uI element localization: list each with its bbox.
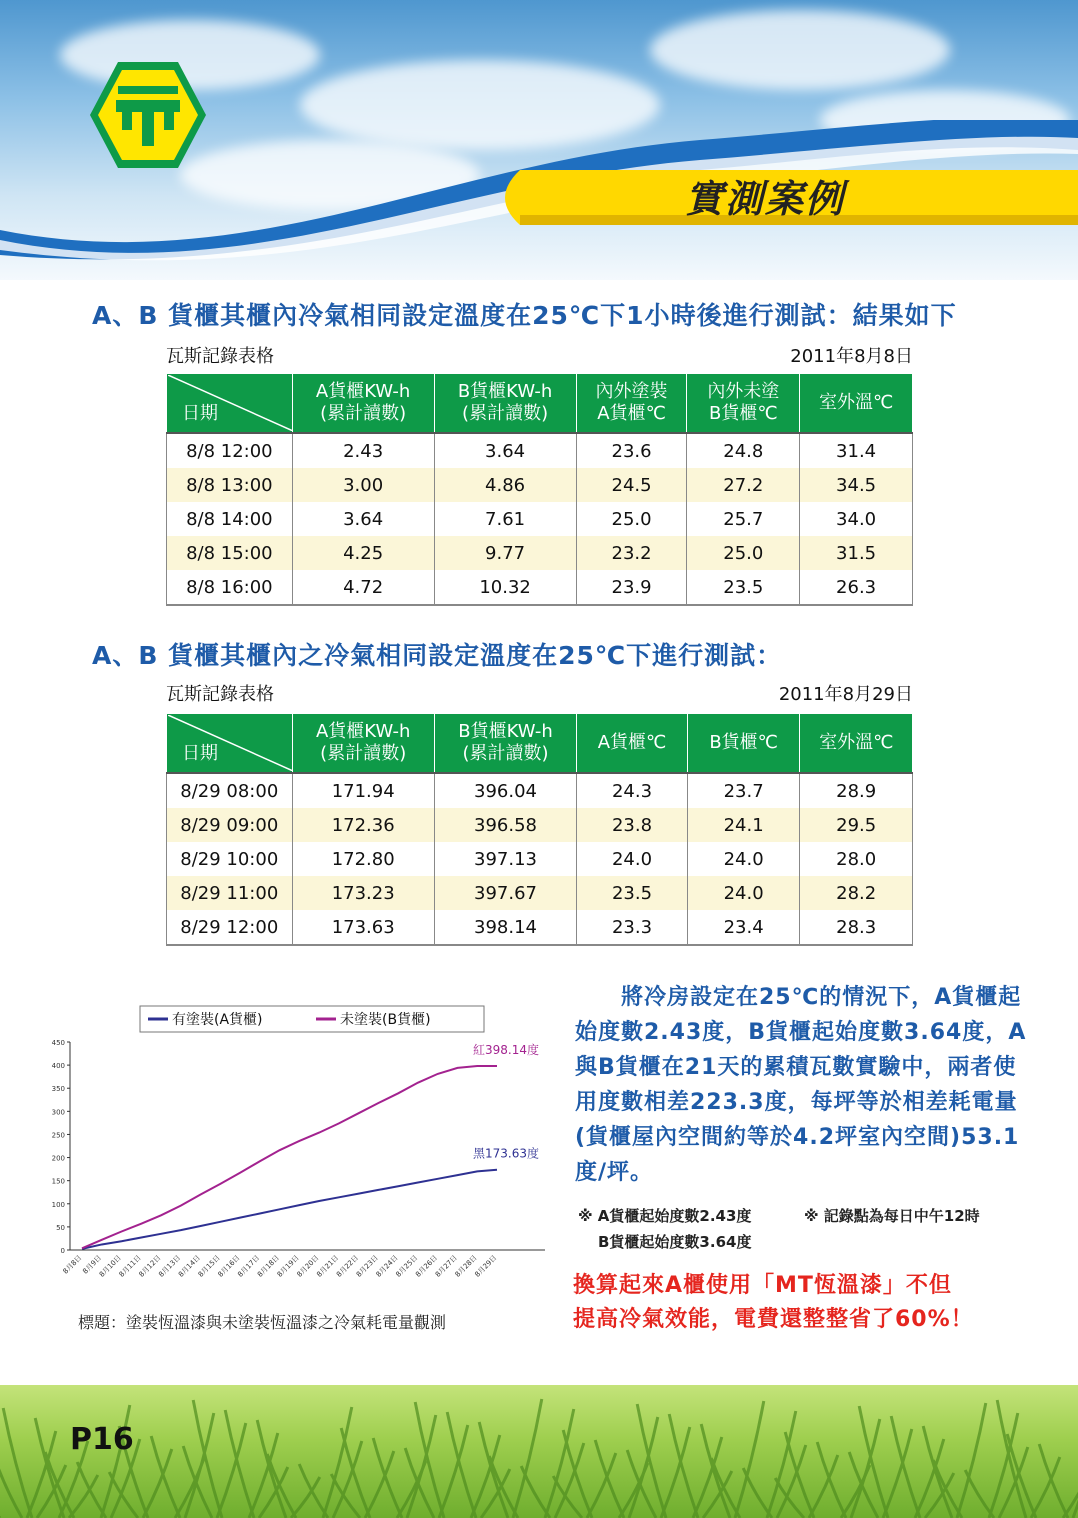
- y-tick-label: 0: [60, 1247, 65, 1255]
- table-cell: 23.9: [576, 570, 687, 605]
- table-cell: 396.58: [434, 808, 576, 842]
- table-cell: 28.3: [800, 910, 913, 945]
- header-cell: 室外溫℃: [800, 714, 913, 774]
- section1-table-name: 瓦斯記錄表格: [166, 346, 274, 367]
- x-tick-label: 8月15日: [196, 1253, 222, 1279]
- note-b-start: B貨櫃起始度數3.64度: [598, 1233, 752, 1251]
- table-cell: 8/8 12:00: [167, 433, 293, 468]
- table-cell: 8/29 11:00: [167, 876, 293, 910]
- x-tick-label: 8月23日: [354, 1253, 380, 1279]
- table-cell: 29.5: [800, 808, 913, 842]
- table-cell: 24.3: [577, 773, 688, 808]
- y-tick-label: 100: [51, 1200, 65, 1209]
- table-cell: 24.1: [687, 808, 800, 842]
- table-cell: 397.67: [434, 876, 576, 910]
- header-cell-date: 日期: [167, 374, 293, 434]
- y-tick-label: 50: [56, 1223, 65, 1232]
- table-cell: 8/29 12:00: [167, 910, 293, 945]
- header-cell: A貨櫃KW-h (累計讀數): [292, 374, 434, 434]
- table-cell: 7.61: [434, 502, 576, 536]
- x-tick-label: 8月24日: [374, 1253, 400, 1279]
- table-cell: 2.43: [292, 433, 434, 468]
- header-cell: B貨櫃KW-h (累計讀數): [434, 714, 576, 774]
- page-title: 實測案例: [684, 177, 845, 221]
- section2-table: [166, 713, 913, 946]
- table-cell: 28.9: [800, 773, 913, 808]
- table-cell: 31.4: [800, 433, 913, 468]
- header-cell: A貨櫃KW-h (累計讀數): [292, 714, 434, 774]
- table-cell: 27.2: [687, 468, 800, 502]
- table-cell: 4.86: [434, 468, 576, 502]
- conclusion-line2: 提高冷氣效能，電費還整整省了60%！: [573, 1307, 974, 1332]
- energy-line-chart: [40, 1000, 560, 1300]
- table-cell: 3.00: [292, 468, 434, 502]
- header-cell: A貨櫃℃: [577, 714, 688, 774]
- legend-label: 有塗裝(A貨櫃): [172, 1012, 263, 1028]
- table-cell: 24.8: [687, 433, 800, 468]
- section2-date: 2011年8月29日: [778, 684, 913, 705]
- page-number: P16: [70, 1422, 134, 1457]
- table-cell: 8/8 14:00: [167, 502, 293, 536]
- y-tick-label: 200: [51, 1154, 65, 1163]
- table-cell: 23.4: [687, 910, 800, 945]
- table-row: [167, 808, 913, 842]
- header-cell: 內外塗裝 A貨櫃℃: [576, 374, 687, 434]
- x-tick-label: 8月9日: [81, 1253, 104, 1276]
- y-tick-label: 300: [51, 1108, 65, 1117]
- table-cell: 397.13: [434, 842, 576, 876]
- header-cell: B貨櫃KW-h (累計讀數): [434, 374, 576, 434]
- table-row: [167, 773, 913, 808]
- section2-table-name: 瓦斯記錄表格: [166, 684, 274, 705]
- header-cell-date: 日期: [167, 714, 293, 774]
- table-cell: 10.32: [434, 570, 576, 605]
- table-cell: 34.0: [800, 502, 913, 536]
- x-tick-label: 8月21日: [315, 1253, 341, 1279]
- x-tick-label: 8月8日: [61, 1253, 84, 1276]
- summary-paragraph: 將冷房設定在25℃的情況下，A貨櫃起始度數2.43度，B貨櫃起始度數3.64度，A與B貨櫃在21天的累積瓦數實驗中，兩者使用度數相差223.3度，每坪等於相差耗電量(貨櫃屋內空間約等於4.2坪室內空間)53.1度/坪。: [575, 985, 1027, 1185]
- table-cell: 171.94: [292, 773, 434, 808]
- header-cell: 室外溫℃: [800, 374, 913, 434]
- table-cell: 396.04: [434, 773, 576, 808]
- x-tick-label: 8月19日: [275, 1253, 301, 1279]
- table-row: [167, 468, 913, 502]
- section1-heading: A、B 貨櫃其櫃內冷氣相同設定溫度在25℃下1小時後進行測試：結果如下: [92, 301, 957, 330]
- table-row: [167, 876, 913, 910]
- table-cell: 23.5: [687, 570, 800, 605]
- table-cell: 26.3: [800, 570, 913, 605]
- data-annotation: 黑173.63度: [473, 1146, 539, 1161]
- table-cell: 34.5: [800, 468, 913, 502]
- section1-table: [166, 373, 913, 606]
- table-cell: 28.0: [800, 842, 913, 876]
- grass-background: [0, 1385, 1078, 1518]
- table-cell: 8/8 16:00: [167, 570, 293, 605]
- note-record-time: ※ 記錄點為每日中午12時: [804, 1207, 980, 1225]
- table-cell: 25.7: [687, 502, 800, 536]
- x-tick-label: 8月20日: [295, 1253, 321, 1279]
- x-tick-label: 8月10日: [97, 1253, 123, 1279]
- legend-label: 未塗裝(B貨櫃): [340, 1012, 431, 1028]
- table-cell: 4.72: [292, 570, 434, 605]
- x-tick-label: 8月17日: [236, 1253, 262, 1279]
- table-cell: 8/8 13:00: [167, 468, 293, 502]
- x-tick-label: 8月16日: [216, 1253, 242, 1279]
- series-line-1: [82, 1066, 497, 1248]
- y-tick-label: 400: [51, 1062, 65, 1071]
- table-cell: 31.5: [800, 536, 913, 570]
- table-cell: 172.80: [292, 842, 434, 876]
- table-cell: 8/29 08:00: [167, 773, 293, 808]
- data-annotation: 紅398.14度: [473, 1042, 539, 1057]
- table-cell: 24.0: [687, 876, 800, 910]
- table-cell: 9.77: [434, 536, 576, 570]
- table-cell: 24.5: [576, 468, 687, 502]
- table-row: [167, 536, 913, 570]
- table-cell: 173.63: [292, 910, 434, 945]
- y-tick-label: 450: [51, 1039, 65, 1047]
- table-cell: 3.64: [434, 433, 576, 468]
- section2-heading: A、B 貨櫃其櫃內之冷氣相同設定溫度在25℃下進行測試：: [92, 641, 783, 670]
- y-tick-label: 150: [51, 1177, 65, 1186]
- x-tick-label: 8月28日: [453, 1253, 479, 1279]
- table-cell: 23.3: [577, 910, 688, 945]
- header-cell: B貨櫃℃: [687, 714, 800, 774]
- table-cell: 4.25: [292, 536, 434, 570]
- x-tick-label: 8月14日: [176, 1253, 202, 1279]
- x-tick-label: 8月25日: [394, 1253, 420, 1279]
- table-cell: 23.5: [577, 876, 688, 910]
- table-cell: 24.0: [577, 842, 688, 876]
- conclusion-line1: 換算起來A櫃使用「MT恆溫漆」不但: [573, 1273, 952, 1298]
- x-tick-label: 8月12日: [137, 1253, 163, 1279]
- table-cell: 172.36: [292, 808, 434, 842]
- series-line-0: [82, 1170, 497, 1249]
- table-cell: 25.0: [687, 536, 800, 570]
- table-cell: 23.8: [577, 808, 688, 842]
- note-a-start: ※ A貨櫃起始度數2.43度: [578, 1207, 752, 1225]
- header-cell: 內外未塗 B貨櫃℃: [687, 374, 800, 434]
- x-tick-label: 8月11日: [117, 1253, 143, 1279]
- table-row: [167, 910, 913, 945]
- x-tick-label: 8月29日: [473, 1253, 499, 1279]
- x-tick-label: 8月22日: [335, 1253, 361, 1279]
- table-cell: 23.2: [576, 536, 687, 570]
- table-row: [167, 842, 913, 876]
- x-tick-label: 8月18日: [256, 1253, 282, 1279]
- x-tick-label: 8月13日: [157, 1253, 183, 1279]
- x-tick-label: 8月27日: [433, 1253, 459, 1279]
- table-cell: 23.6: [576, 433, 687, 468]
- table-cell: 8/8 15:00: [167, 536, 293, 570]
- table-cell: 23.7: [687, 773, 800, 808]
- table-cell: 8/29 09:00: [167, 808, 293, 842]
- chart-caption: 標題：塗裝恆溫漆與未塗裝恆溫漆之冷氣耗電量觀測: [78, 1313, 447, 1332]
- table-cell: 8/29 10:00: [167, 842, 293, 876]
- table-row: [167, 433, 913, 468]
- table-cell: 398.14: [434, 910, 576, 945]
- table-cell: 25.0: [576, 502, 687, 536]
- section1-date: 2011年8月8日: [790, 346, 913, 367]
- table-cell: 173.23: [292, 876, 434, 910]
- table-row: [167, 570, 913, 605]
- x-tick-label: 8月26日: [414, 1253, 440, 1279]
- table-cell: 24.0: [687, 842, 800, 876]
- table-row: [167, 502, 913, 536]
- table-cell: 28.2: [800, 876, 913, 910]
- y-tick-label: 250: [51, 1131, 65, 1140]
- y-tick-label: 350: [51, 1085, 65, 1094]
- table-cell: 3.64: [292, 502, 434, 536]
